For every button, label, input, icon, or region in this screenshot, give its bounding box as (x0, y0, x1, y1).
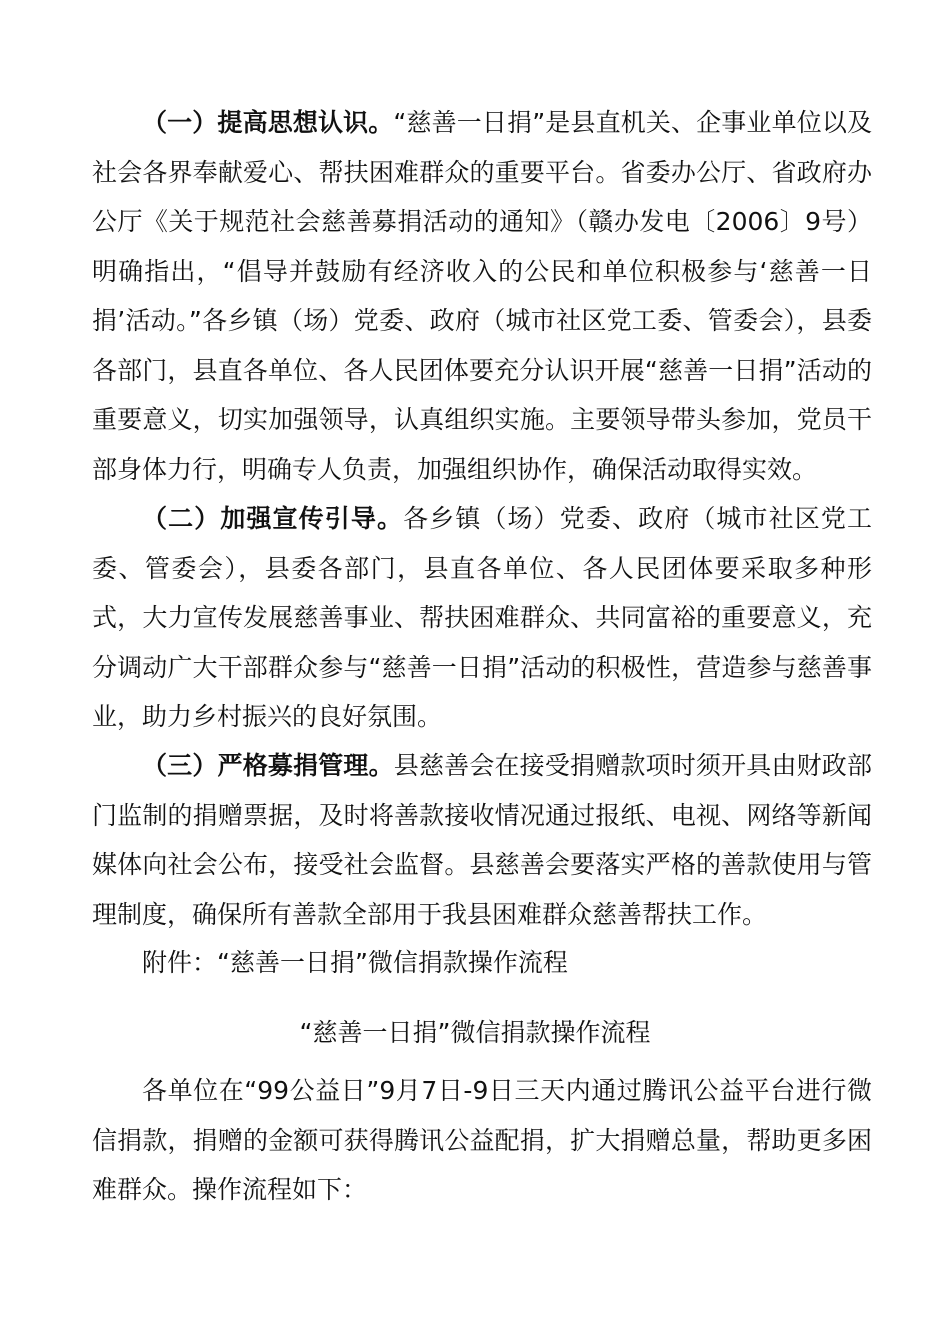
section-1-heading: （一）提高思想认识。 (142, 108, 394, 137)
attachment-line: 附件：“慈善一日捐”微信捐款操作流程 (142, 948, 568, 977)
section-3-body: 县慈善会在接受捐赠款项时须开具由财政部门监制的捐赠票据，及时将善款接收情况通过报纸、电视、网络等新闻媒体向社会公布，接受社会监督。县慈善会要落实严格的善款使用与管理制度，确保所有善款全部用于我县困难群众慈善帮扶工作。 (92, 751, 872, 929)
flow-intro-paragraph: 各单位在“99公益日”9月7日-9日三天内通过腾讯公益平台进行微信捐款，捐赠的金额可获得腾讯公益配捐，扩大捐赠总量，帮助更多困难群众。操作流程如下： (92, 1076, 872, 1204)
flow-title: “慈善一日捐”微信捐款操作流程 (299, 1018, 651, 1047)
section-3-paragraph (92, 741, 872, 939)
section-1-body: “慈善一日捐”是县直机关、企事业单位以及社会各界奉献爱心、帮扶困难群众的重要平台。省委办公厅、省政府办公厅《关于规范社会慈善募捐活动的通知》（赣办发电〔2006〕9号）明确指出，“倡导并鼓励有经济收入的公民和单位积极参与‘慈善一日捐’活动。”各乡镇（场）党委、政府（城市社区党工委、管委会），县委各部门，县直各单位、各人民团体要充分认识开展“慈善一日捐”活动的重要意义，切实加强领导，认真组织实施。主要领导带头参加，党员干部身体力行，明确专人负责，加强组织协作，确保活动取得实效。 (92, 108, 872, 484)
section-2-paragraph (92, 494, 872, 742)
section-2-body: 各乡镇（场）党委、政府（城市社区党工委、管委会），县委各部门，县直各单位、各人民团体要采取多种形式，大力宣传发展慈善事业、帮扶困难群众、共同富裕的重要意义，充分调动广大干部群众参与“慈善一日捐”活动的积极性，营造参与慈善事业，助力乡村振兴的良好氛围。 (92, 504, 872, 731)
section-3-heading: （三）严格募捐管理。 (142, 751, 394, 780)
section-2-heading: （二）加强宣传引导。 (142, 504, 404, 533)
section-1-paragraph (92, 98, 872, 494)
